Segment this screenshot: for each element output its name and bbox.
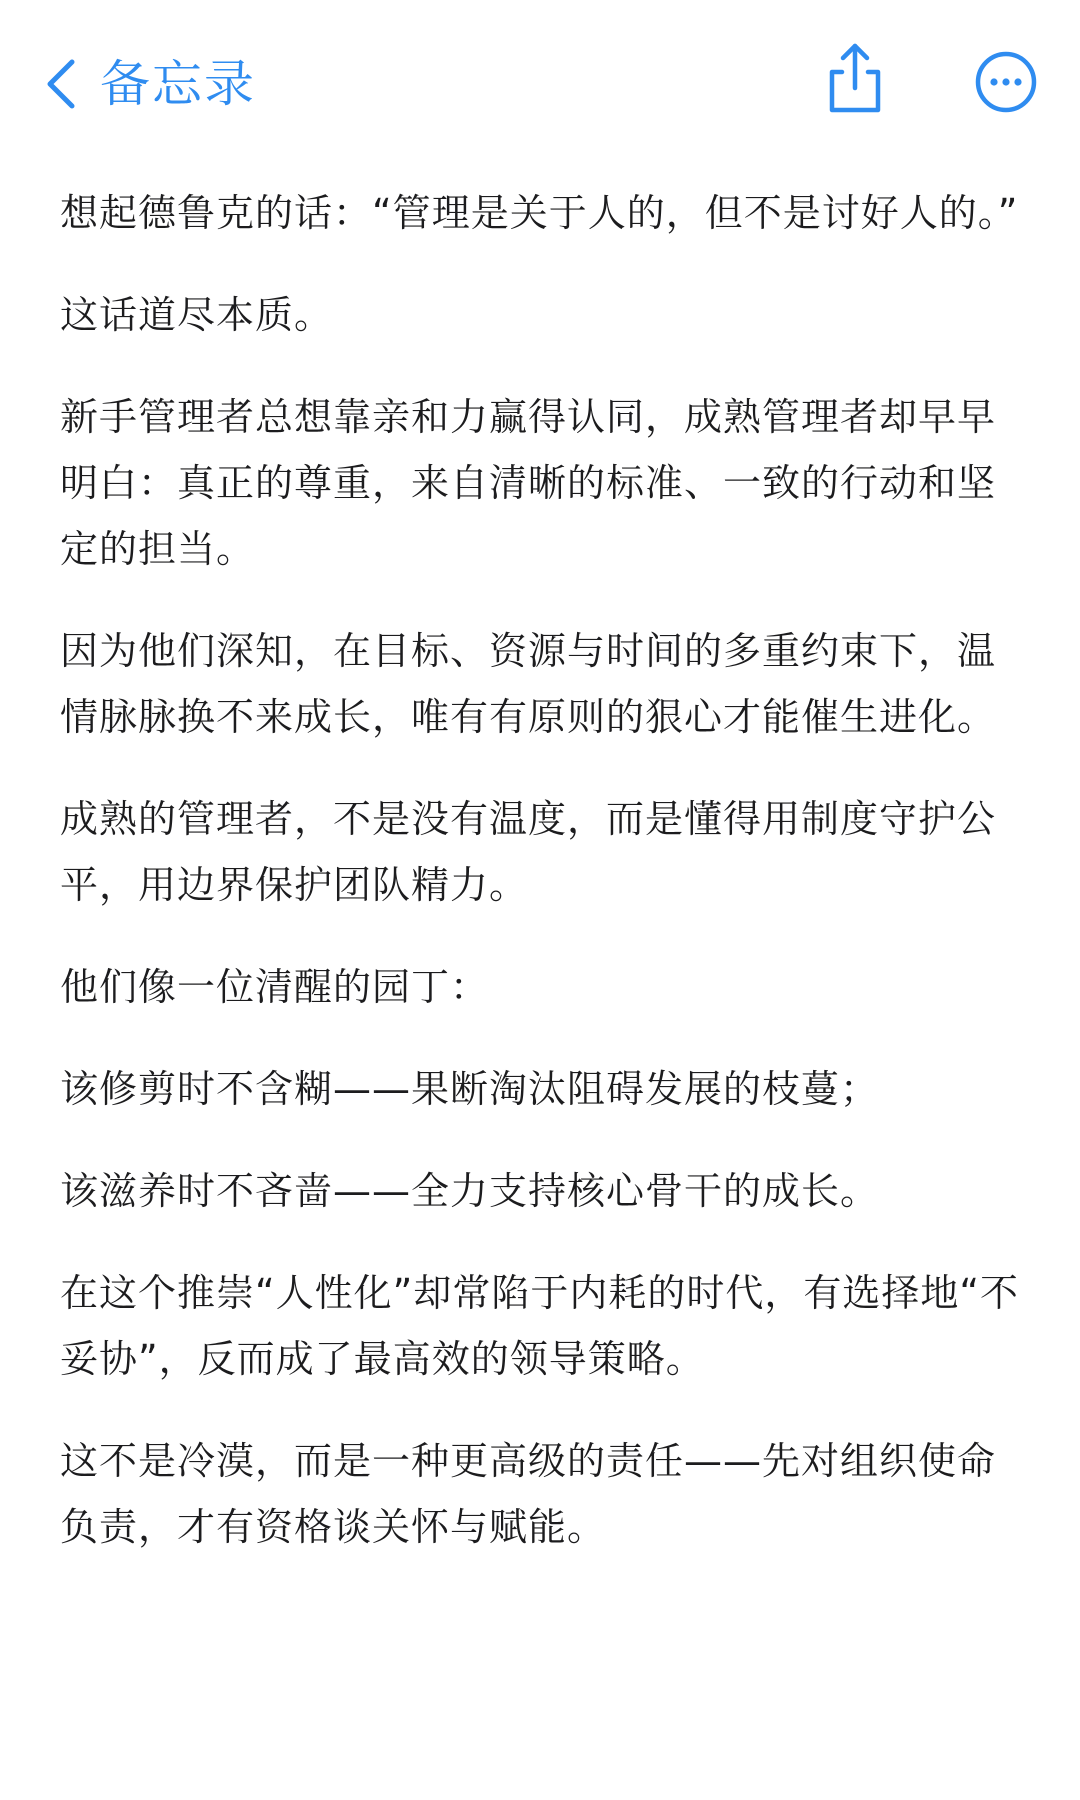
note-paragraph: 在这个推崇“人性化”却常陷于内耗的时代，有选择地“不妥协”，反而成了最高效的领导策略。 xyxy=(60,1271,1020,1381)
chevron-left-icon xyxy=(42,56,78,112)
note-paragraph: 这不是冷漠，而是一种更高级的责任——先对组织使命负责，才有资格谈关怀与赋能。 xyxy=(60,1439,997,1549)
navigation-bar xyxy=(0,0,1080,160)
back-label: 备忘录 xyxy=(100,55,256,113)
more-button[interactable] xyxy=(974,50,1038,114)
note-paragraph: 该滋养时不吝啬——全力支持核心骨干的成长。 xyxy=(60,1169,880,1213)
note-paragraph: 因为他们深知，在目标、资源与时间的多重约束下，温情脉脉换不来成长，唯有有原则的狠心才能催生进化。 xyxy=(60,629,997,739)
share-button[interactable] xyxy=(822,40,888,116)
share-icon xyxy=(822,101,888,120)
note-paragraph: 该修剪时不含糊——果断淘汰阻碍发展的枝蔓； xyxy=(60,1067,880,1111)
note-paragraph: 成熟的管理者，不是没有温度，而是懂得用制度守护公平，用边界保护团队精力。 xyxy=(60,797,997,907)
note-body[interactable] xyxy=(60,180,1030,1596)
note-paragraph: 他们像一位清醒的园丁： xyxy=(60,965,490,1009)
more-icon xyxy=(974,99,1038,118)
note-paragraph: 新手管理者总想靠亲和力赢得认同，成熟管理者却早早明白：真正的尊重，来自清晰的标准、一致的行动和坚定的担当。 xyxy=(60,395,997,571)
note-paragraph: 想起德鲁克的话：“管理是关于人的，但不是讨好人的。” xyxy=(60,191,1019,235)
note-paragraph: 这话道尽本质。 xyxy=(60,293,334,337)
back-button[interactable] xyxy=(42,48,256,120)
